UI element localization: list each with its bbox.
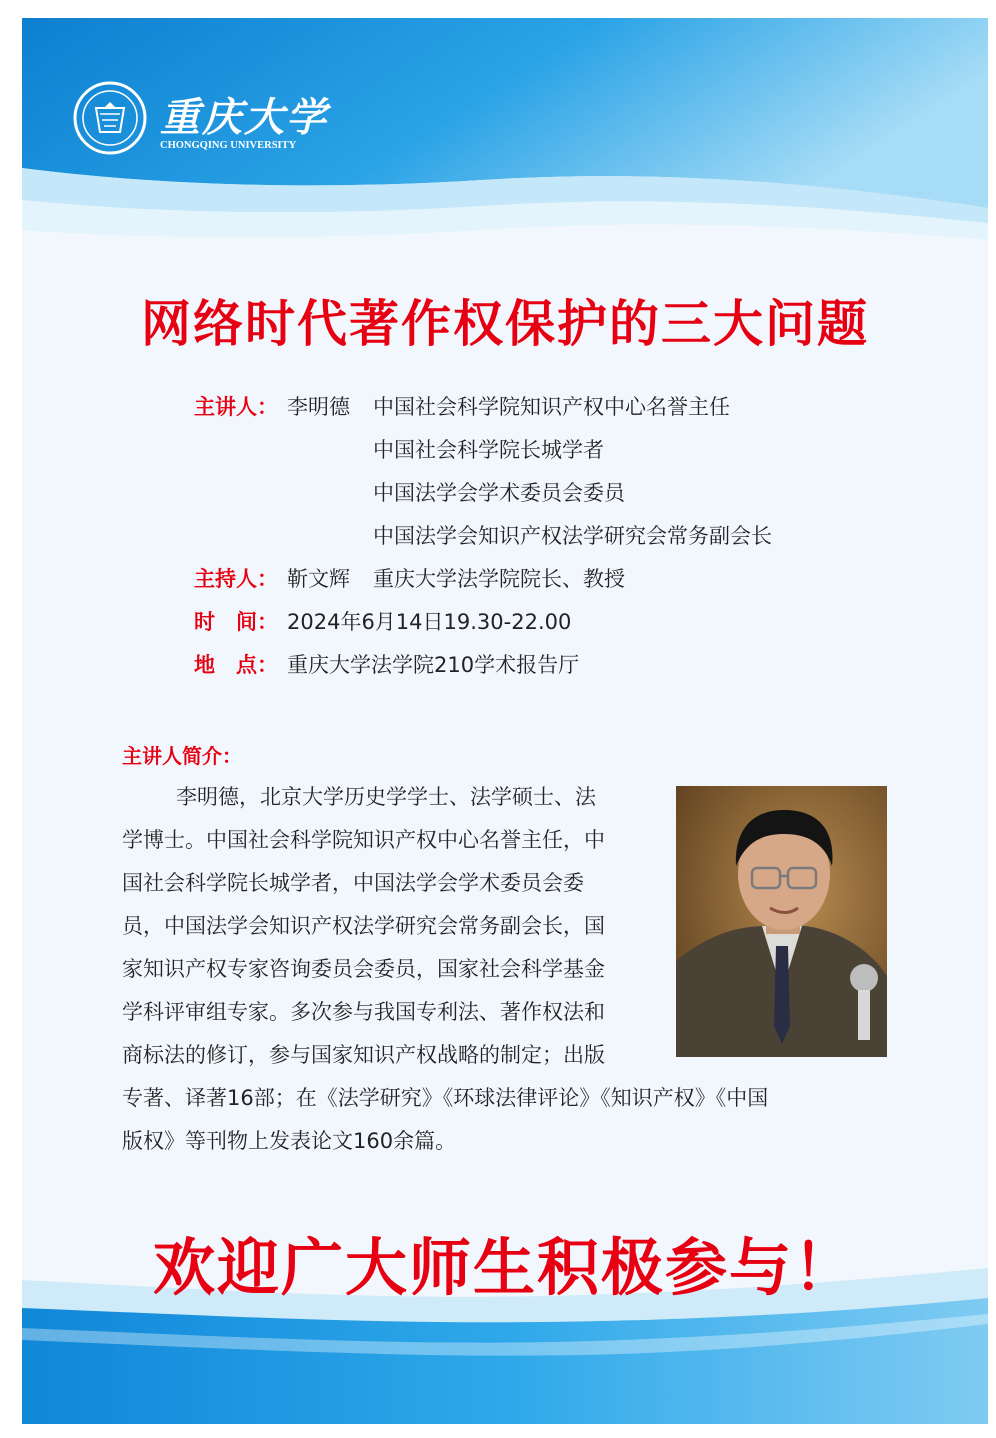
- poster: [22, 18, 988, 1424]
- host-label: 主持人：: [194, 567, 278, 591]
- bio-line-3: 国社会科学院长城学者，中国法学会学术委员会委: [122, 871, 584, 895]
- bio-line-1: 李明德，北京大学历史学学士、法学硕士、法: [176, 785, 596, 809]
- university-emblem-icon: [72, 80, 148, 156]
- bio-line-9: 版权》等刊物上发表论文160余篇。: [122, 1129, 457, 1153]
- bio-line-6: 学科评审组专家。多次参与我国专利法、著作权法和: [122, 1000, 605, 1024]
- speaker-name: 李明德: [287, 395, 350, 419]
- poster-background: [22, 18, 988, 1424]
- speaker-title-4: 中国法学会知识产权法学研究会常务副会长: [373, 524, 772, 548]
- speaker-label: 主讲人：: [194, 395, 278, 419]
- bio-line-5: 家知识产权专家咨询委员会委员，国家社会科学基金: [122, 957, 605, 981]
- host-title: 重庆大学法学院院长、教授: [373, 567, 625, 591]
- speaker-title-1: 中国社会科学院知识产权中心名誉主任: [373, 395, 730, 419]
- host-name: 靳文辉: [287, 567, 350, 591]
- lecture-title: 网络时代著作权保护的三大问题: [141, 294, 869, 353]
- welcome-message: 欢迎广大师生积极参与！: [152, 1231, 857, 1304]
- speaker-photo: [676, 786, 887, 1057]
- bio-line-4: 员，中国法学会知识产权法学研究会常务副会长，国: [122, 914, 605, 938]
- time-label: 时 间：: [194, 610, 278, 634]
- place-label: 地 点：: [194, 653, 278, 677]
- speaker-title-3: 中国法学会学术委员会委员: [373, 481, 625, 505]
- bio-line-7: 商标法的修订，参与国家知识产权战略的制定；出版: [122, 1043, 605, 1067]
- university-name-en: CHONGQING UNIVERSITY: [160, 140, 297, 151]
- university-logo: [72, 80, 352, 170]
- time-value: 2024年6月14日19.30-22.00: [287, 610, 572, 634]
- university-name-cn: 重庆大学: [160, 94, 328, 141]
- place-value: 重庆大学法学院210学术报告厅: [287, 653, 580, 677]
- bio-line-8: 专著、译著16部；在《法学研究》《环球法律评论》《知识产权》《中国: [122, 1086, 769, 1110]
- speaker-title-2: 中国社会科学院长城学者: [373, 438, 604, 462]
- bio-title: 主讲人简介：: [122, 744, 242, 768]
- bio-line-2: 学博士。中国社会科学院知识产权中心名誉主任，中: [122, 828, 605, 852]
